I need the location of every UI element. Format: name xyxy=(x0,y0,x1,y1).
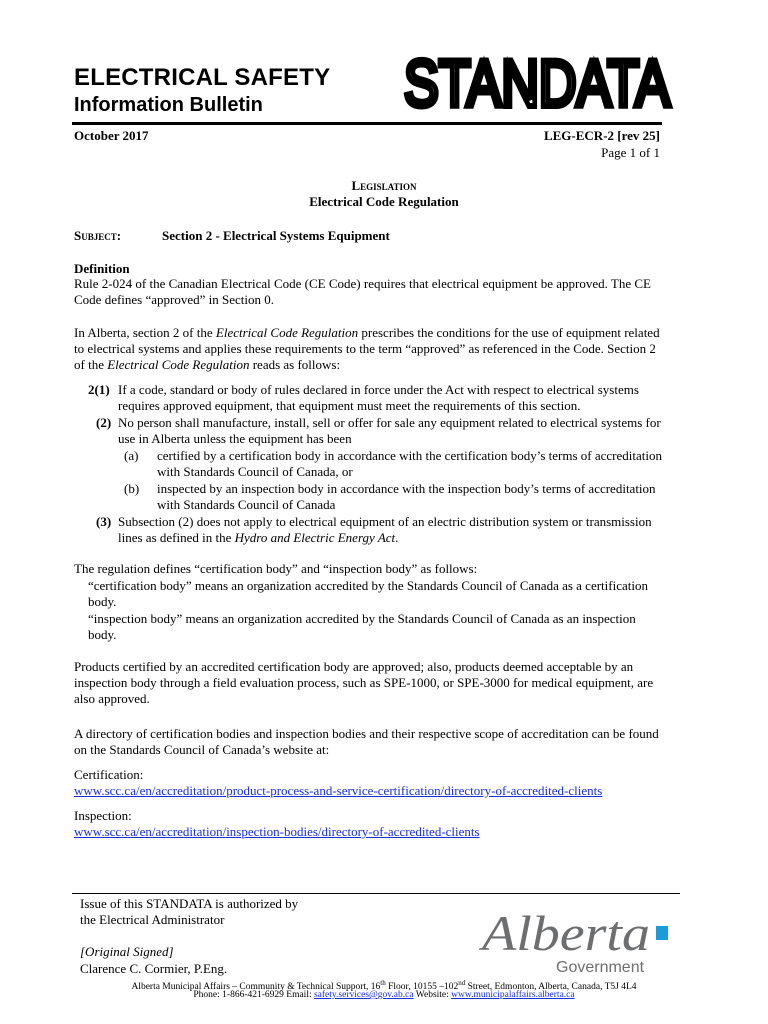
standata-logo xyxy=(404,46,674,118)
signatory-name: Clarence C. Cormier, P.Eng. xyxy=(80,961,228,976)
email-link[interactable]: safety.services@gov.ab.ca xyxy=(313,990,414,1000)
definition-heading: Definition xyxy=(74,261,130,276)
alberta-paragraph xyxy=(74,325,696,373)
subject-value: Section 2 - Electrical Systems Equipment xyxy=(162,228,390,243)
directory-paragraph xyxy=(74,726,696,758)
alberta-wordmark: Alberta xyxy=(478,905,650,961)
category-heading: Legislation xyxy=(351,178,417,193)
definition-line: Rule 2-024 of the Canadian Electrical Code (CE Code) requires that electrical equipment be approved. The CE xyxy=(74,276,651,291)
products-line: Products certified by an accredited certification body are approved; also, products deemed acceptable by an xyxy=(74,659,634,674)
subsection-text: Subsection (2) does not apply to electrical equipment of an electric distribution system or transmission xyxy=(118,514,652,529)
bulletin-date: October 2017 xyxy=(74,128,149,143)
website-link[interactable]: www.municipalaffairs.alberta.ca xyxy=(451,990,575,1000)
certification-label: Certification: xyxy=(74,767,144,782)
directory-line: A directory of certification bodies and inspection bodies and their respective scope of accreditation can be found xyxy=(74,726,659,741)
defines-intro: The regulation defines “certification body” and “inspection body” as follows: xyxy=(74,561,478,576)
directory-line: on the Standards Council of Canada’s website at: xyxy=(74,742,330,757)
definition-certification-body: “certification body” means an organization accredited by the Standards Council of Canada as a certification xyxy=(88,578,648,593)
standata-logo-text: STANDATA xyxy=(404,46,670,120)
definition-inspection-body: body. xyxy=(88,627,117,642)
original-signed-note: [Original Signed] xyxy=(80,944,174,959)
government-wordmark: Government xyxy=(556,959,645,976)
subsection-number: (3) xyxy=(96,514,112,529)
regulation-name: Electrical Code Regulation xyxy=(215,325,359,340)
definition-certification-body: body. xyxy=(88,594,117,609)
clause-text: with Standards Council of Canada, or xyxy=(157,464,353,479)
authorization-line: the Electrical Administrator xyxy=(80,912,225,927)
alberta-line: In Alberta, section 2 of the Electrical Code Regulation prescribes the conditions for the use of equipment related xyxy=(74,325,660,340)
definition-inspection-body: “inspection body” means an organization accredited by the Standards Council of Canada as an inspection xyxy=(88,611,636,626)
regulation-name: Electrical Code Regulation xyxy=(107,357,250,372)
clause-number: (a) xyxy=(124,448,139,463)
subsection-text: use in Alberta unless the equipment has been xyxy=(118,431,352,446)
clause-number: (b) xyxy=(124,481,140,496)
bulletin-title: ELECTRICAL SAFETY xyxy=(74,64,331,91)
alberta-government-logo xyxy=(478,892,678,976)
bulletin-code: LEG-ECR-2 [rev 25] xyxy=(543,128,660,143)
subsection-text: lines as defined in the Hydro and Electric Energy Act. xyxy=(118,530,399,545)
subsection-text: No person shall manufacture, install, sell or offer for sale any equipment related to electrical systems for xyxy=(118,415,661,430)
certification-link[interactable]: www.scc.ca/en/accreditation/product-process-and-service-certification/directory-of-accredited-clients xyxy=(74,783,603,798)
definition-paragraph xyxy=(74,276,696,308)
authorization-line: Issue of this STANDATA is authorized by xyxy=(80,896,299,911)
subsection-number: (2) xyxy=(96,415,112,430)
alberta-line: of the Electrical Code Regulation reads as follows: xyxy=(74,357,341,372)
clause-text: certified by a certification body in accordance with the certification body’s terms of accreditation xyxy=(157,448,662,463)
subsection-text: requires approved equipment, that equipment must meet the requirements of this section. xyxy=(118,398,581,413)
act-name: Hydro and Electric Energy Act xyxy=(234,530,396,545)
products-paragraph xyxy=(74,659,696,707)
alberta-logo-square xyxy=(656,926,668,940)
alberta-line: to electrical systems and applies these requirements to the term “approved” as referenced in the Code. Section 2 xyxy=(74,341,656,356)
subject-label: Subject: xyxy=(74,228,122,243)
subsection-text: If a code, standard or body of rules declared in force under the Act with respect to electrical systems xyxy=(118,382,639,397)
regulation-heading: Electrical Code Regulation xyxy=(309,194,459,209)
bulletin-subtitle: Information Bulletin xyxy=(74,94,263,116)
address-line: Alberta Municipal Affairs – Community & Technical Support, 16th Floor, 10155 –102nd Street, Edmonton, Alberta, Canada, T5J 4L4 xyxy=(131,979,637,993)
page-number: Page 1 of 1 xyxy=(601,145,660,160)
contact-line: Phone: 1-866-421-6929 Email: safety.services@gov.ab.ca Website: www.municipalaffairs.alberta.ca xyxy=(193,990,575,1000)
products-line: inspection body through a field evaluation process, such as SPE-1000, or SPE-3000 for medical equipment, are xyxy=(74,675,654,690)
clause-text: inspected by an inspection body in accordance with the inspection body’s terms of accreditation xyxy=(157,481,656,496)
clause-text: with Standards Council of Canada xyxy=(157,497,336,512)
header-rule xyxy=(72,122,662,125)
inspection-label: Inspection: xyxy=(74,808,132,823)
definition-line: Code defines “approved” in Section 0. xyxy=(74,292,274,307)
inspection-link[interactable]: www.scc.ca/en/accreditation/inspection-bodies/directory-of-accredited-clients xyxy=(74,824,480,839)
products-line: also approved. xyxy=(74,691,150,706)
subsection-number: 2(1) xyxy=(88,382,110,397)
